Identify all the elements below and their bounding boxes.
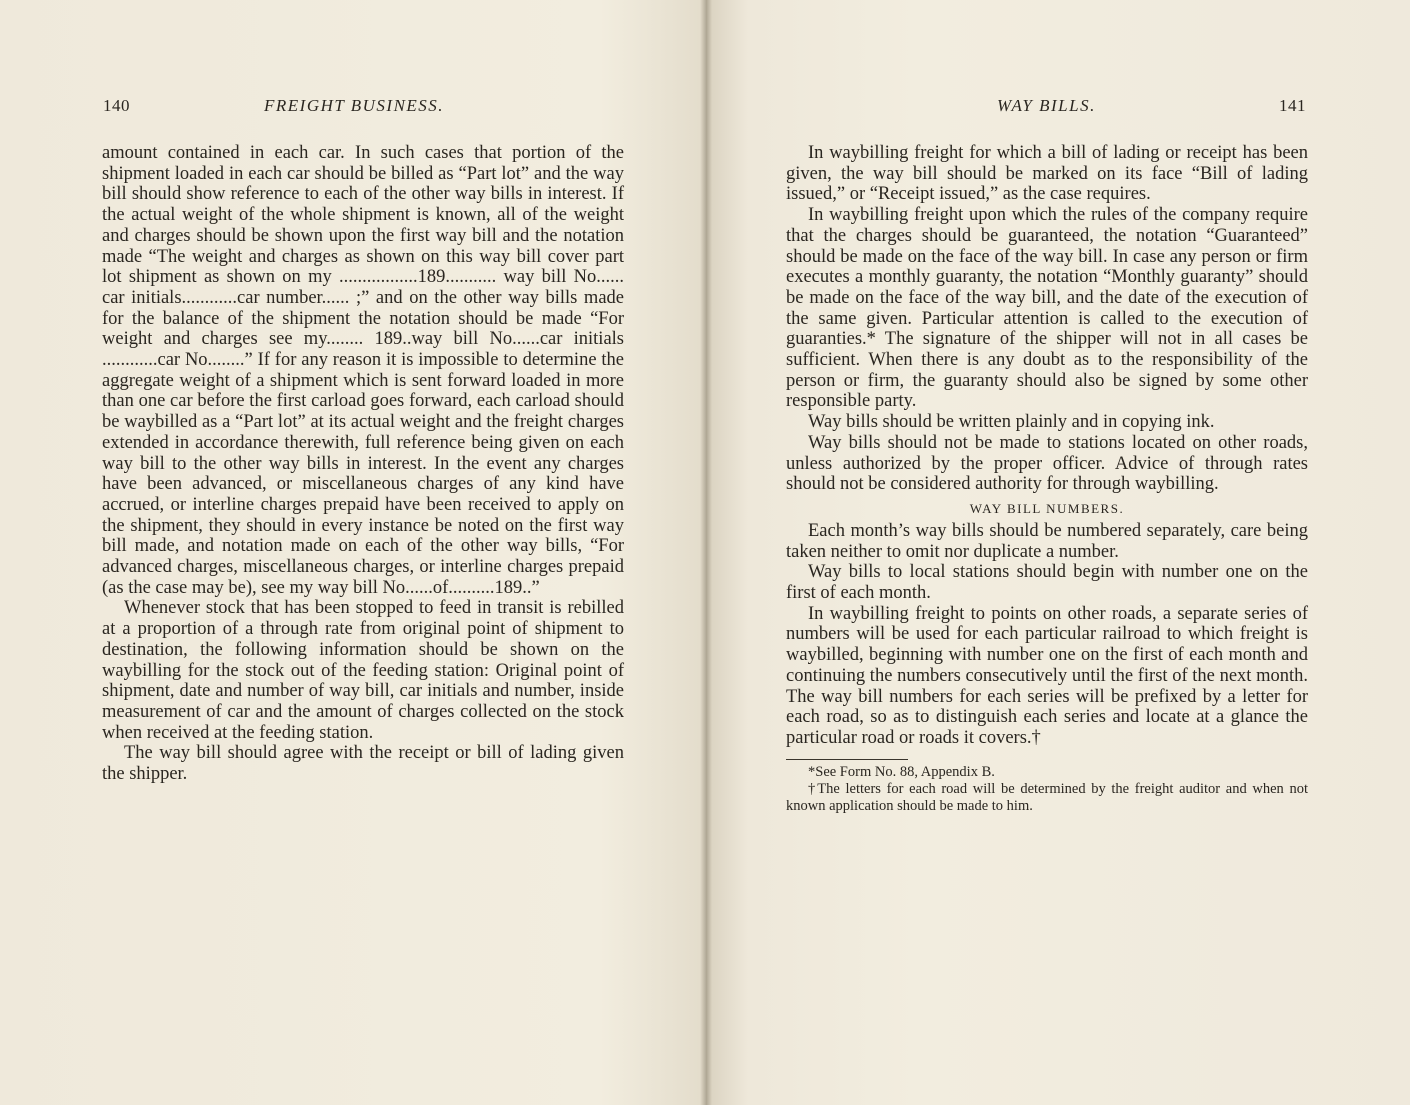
paragraph: In waybilling freight upon which the rules of the company require that the charges should be guaranteed, the notation “Guaranteed” should be made on the face of the way bill. In case any person or firm executes a monthly guaranty, the notation “Monthly guaranty” should be made on the face of the way bill, and the date of the execution of the same given. Particular attention is called to the execution of guaranties.* The signature of the shipper will not in all cases be sufficient. When there is any doubt as to the responsibility of the person or firm, the guaranty should also be signed by some other responsible party. (786, 205, 1308, 412)
page-number-left: 140 (103, 96, 130, 115)
book-gutter (700, 0, 712, 1105)
paragraph: amount contained in each car. In such cases that portion of the shipment loaded in each car should be billed as “Part lot” and the way bill should show reference to each of the other way bills in interest. If the actual weight of the whole shipment is known, all of the weight and charges should be shown upon the first way bill and the notation made “The weight and charges as shown on this way bill cover part lot shipment as shown on my .................189........... way bill No...... car initials............car number...... ;” and on the other way bills made for the balance of the shipment the notation should be made “For weight and charges see my........ 189..way bill No......car initials ............car No........” If for any reason it is impossible to determine the aggregate weight of a shipment which is sent forward loaded in more than one car before the first carload goes forward, each carload should be waybilled as a “Part lot” at its actual weight and the freight charges extended in accordance therewith, full reference being given on each way bill to the other way bills in interest. In the event any charges have been advanced, or miscellaneous charges of any kind have accrued, or interline charges prepaid have been received to apply on the shipment, they should in every instance be noted on the first way bill made, and notation made on each of the other way bills, “For advanced charges, miscellaneous charges, or interline charges prepaid (as the case may be), see my way bill No......of..........189..” (102, 143, 624, 598)
left-text-column (102, 143, 624, 785)
right-text-column (786, 143, 1308, 815)
paragraph: Way bills should not be made to stations located on other roads, unless authorized by the proper officer. Advice of through rates should not be considered authority for through waybilling. (786, 432, 1308, 495)
paragraph: In waybilling freight to points on other roads, a separate series of numbers will be used for each particular railroad to which freight is waybilled, beginning with number one on the first of each month and continuing the numbers consecutively until the first of the next month. The way bill numbers for each series will be prefixed by a letter for each road, so as to distinguish each series and locate at a glance the particular road or roads it covers.† (786, 603, 1308, 748)
section-subheading: WAY BILL NUMBERS. (969, 500, 1125, 516)
left-page-header (103, 96, 623, 122)
page-number-right: 141 (1279, 96, 1306, 115)
right-page-header (786, 96, 1306, 122)
paragraph: In waybilling freight for which a bill of lading or receipt has been given, the way bill should be marked on its face “Bill of lading issued,” or “Receipt issued,” as the case requires. (786, 143, 1308, 205)
running-head-right: WAY BILLS. (997, 96, 1096, 115)
right-page (706, 0, 1410, 1105)
paragraph: Way bills to local stations should begin with number one on the first of each month. (786, 562, 1308, 604)
running-head-left: FREIGHT BUSINESS. (264, 96, 445, 115)
paragraph: Each month’s way bills should be numbered separately, care being taken neither to omit nor duplicate a number. (786, 520, 1308, 562)
paragraph: Way bills should be written plainly and in copying ink. (808, 412, 1215, 433)
paragraph: Whenever stock that has been stopped to feed in transit is rebilled at a proportion of a through rate from original point of shipment to destination, the following information should be shown on the waybilling for the stock out of the feeding station: Original point of shipment, date and number of way bill, car initials and number, inside measurement of car and the amount of charges collected on the stock when received at the feeding station. (102, 598, 624, 743)
footnote: †The letters for each road will be determined by the freight auditor and when not known application should be made to him. (786, 780, 1308, 814)
paragraph: The way bill should agree with the receipt or bill of lading given the shipper. (102, 743, 624, 785)
footnote-divider (786, 759, 908, 760)
footnote: *See Form No. 88, Appendix B. (808, 763, 995, 780)
